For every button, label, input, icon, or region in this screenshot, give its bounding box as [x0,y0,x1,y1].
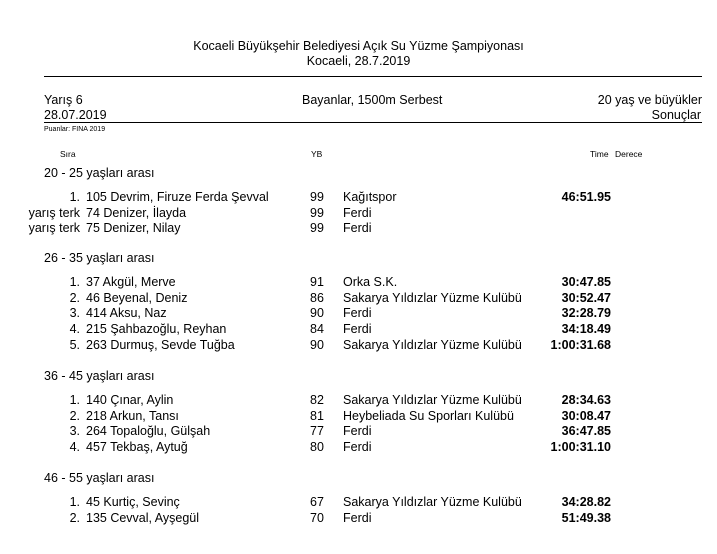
age-group-heading: 26 - 35 yaşları arası [44,251,155,265]
rank-cell: 4. [69,440,80,455]
birth-year: 90 [310,337,324,352]
column-header-yb: YB [311,149,323,159]
club-name: Ferdi [343,221,372,236]
swimmer-name: 457 Tekbaş, Aytuğ [86,440,188,455]
swimmer-name: 263 Durmuş, Sevde Tuğba [86,337,235,352]
result-row [0,190,717,206]
age-group-heading: 36 - 45 yaşları arası [44,369,155,383]
result-row [0,511,717,527]
birth-year: 99 [310,221,324,236]
birth-year: 80 [310,440,324,455]
event-name: Bayanlar, 1500m Serbest [302,93,443,107]
club-name: Heybeliada Su Sporları Kulübü [343,408,514,423]
race-date: 28.07.2019 [44,108,107,122]
result-row [0,440,717,456]
finish-time: 28:34.63 [561,393,611,407]
birth-year: 86 [310,290,324,305]
finish-time: 36:47.85 [561,424,611,439]
club-name: Sakarya Yıldızlar Yüzme Kulübü [343,393,522,407]
swimmer-name: 46 Beyenal, Deniz [86,290,188,305]
result-row [0,495,717,511]
rank-cell: 1. [69,495,80,509]
birth-year: 82 [310,393,324,407]
result-row [0,409,717,425]
club-name: Kağıtspor [343,190,397,204]
result-row [0,206,717,222]
results-label: Sonuçlar [651,108,701,122]
age-class: 20 yaş ve büyükler [597,93,702,107]
column-header-rank: Sıra [60,149,76,159]
finish-time: 51:49.38 [561,510,611,525]
club-name: Sakarya Yıldızlar Yüzme Kulübü [343,290,522,305]
document-subtitle: Kocaeli, 28.7.2019 [306,54,411,68]
finish-time: 34:18.49 [561,322,611,337]
result-row [0,393,717,409]
age-group-heading: 46 - 55 yaşları arası [44,471,155,485]
result-row [0,275,717,291]
rank-cell: yarış terk [28,205,80,220]
column-header-time: Time [590,149,609,159]
swimmer-name: 218 Arkun, Tansı [86,408,179,423]
rank-cell: 1. [69,275,80,289]
column-header-degree: Derece [615,149,643,159]
result-row [0,221,717,237]
birth-year: 99 [310,190,324,204]
finish-time: 1:00:31.10 [550,440,611,455]
club-name: Orka S.K. [343,275,398,289]
rank-cell: 2. [69,408,80,423]
header-divider [44,76,702,77]
swimmer-name: 414 Aksu, Naz [86,306,167,321]
birth-year: 99 [310,205,324,220]
club-name: Sakarya Yıldızlar Yüzme Kulübü [343,337,522,352]
club-name: Ferdi [343,424,372,439]
club-name: Ferdi [343,322,372,337]
swimmer-name: 37 Akgül, Merve [86,275,176,289]
birth-year: 84 [310,322,324,337]
finish-time: 46:51.95 [561,190,611,204]
club-name: Ferdi [343,440,372,455]
club-name: Ferdi [343,306,372,321]
age-group-heading: 20 - 25 yaşları arası [44,166,155,180]
birth-year: 77 [310,424,324,439]
swimmer-name: 105 Devrim, Firuze Ferda Şevval [86,190,269,204]
result-row [0,291,717,307]
race-number: Yarış 6 [44,93,83,107]
finish-time: 1:00:31.68 [550,337,611,352]
birth-year: 81 [310,408,324,423]
rank-cell: 2. [69,290,80,305]
points-note: Puanlar: FINA 2019 [44,126,106,133]
swimmer-name: 140 Çınar, Aylin [86,393,174,407]
swimmer-name: 264 Topaloğlu, Gülşah [86,424,211,439]
rank-cell: 5. [69,337,80,352]
result-row [0,424,717,440]
birth-year: 90 [310,306,324,321]
rank-cell: 3. [69,424,80,439]
result-row [0,322,717,338]
rank-cell: yarış terk [28,221,80,236]
swimmer-name: 74 Denizer, İlayda [86,205,187,220]
finish-time: 30:08.47 [561,408,611,423]
rank-cell: 1. [69,393,80,407]
swimmer-name: 75 Denizer, Nilay [86,221,181,236]
finish-time: 34:28.82 [561,495,611,509]
finish-time: 32:28.79 [561,306,611,321]
birth-year: 70 [310,510,324,525]
swimmer-name: 45 Kurtiç, Sevinç [86,495,180,509]
club-name: Ferdi [343,205,372,220]
club-name: Sakarya Yıldızlar Yüzme Kulübü [343,495,522,509]
rank-cell: 4. [69,322,80,337]
rank-cell: 2. [69,510,80,525]
swimmer-name: 135 Cevval, Ayşegül [86,510,200,525]
birth-year: 67 [310,495,324,509]
swimmer-name: 215 Şahbazoğlu, Reyhan [86,322,227,337]
rank-cell: 1. [69,190,80,204]
finish-time: 30:47.85 [561,275,611,289]
finish-time: 30:52.47 [561,290,611,305]
result-row [0,306,717,322]
document-title: Kocaeli Büyükşehir Belediyesi Açık Su Yüzme Şampiyonası [193,39,524,53]
subheader-divider [44,122,702,123]
club-name: Ferdi [343,510,372,525]
result-row [0,338,717,354]
rank-cell: 3. [69,306,80,321]
birth-year: 91 [310,275,324,289]
